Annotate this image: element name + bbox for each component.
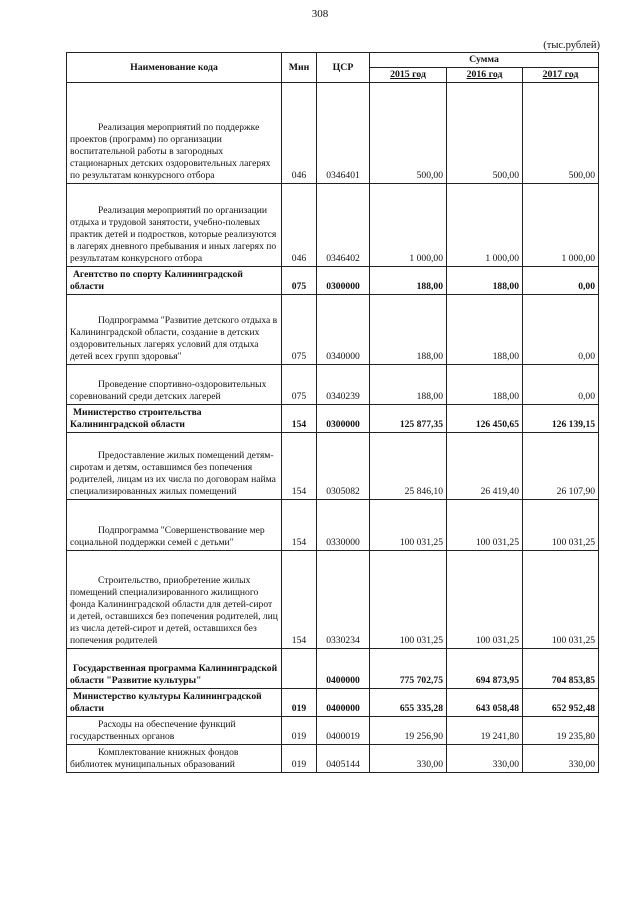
row-csr: 0340000 (317, 295, 370, 365)
row-value-2016: 126 450,65 (447, 405, 523, 433)
row-value-2015: 25 846,10 (370, 433, 447, 500)
header-csr: ЦСР (317, 53, 370, 83)
table-row (67, 500, 599, 551)
row-value-2015: 1 000,00 (370, 184, 447, 267)
row-value-2015: 188,00 (370, 365, 447, 405)
row-value-2017: 19 235,80 (523, 717, 599, 745)
row-name: Государственная программа Калининградской области "Развитие культуры" (67, 649, 282, 689)
table-row (67, 433, 599, 500)
row-name: Проведение спортивно-оздоровительных соревнований среди детских лагерей (67, 365, 282, 405)
row-value-2017: 100 031,25 (523, 551, 599, 649)
table-row (67, 405, 599, 433)
row-csr: 0346402 (317, 184, 370, 267)
row-value-2015: 19 256,90 (370, 717, 447, 745)
row-value-2016: 188,00 (447, 295, 523, 365)
row-name: Агентство по спорту Калининградской области (67, 267, 282, 295)
row-value-2016: 694 873,95 (447, 649, 523, 689)
row-value-2017: 652 952,48 (523, 689, 599, 717)
row-value-2016: 100 031,25 (447, 500, 523, 551)
table-row (67, 689, 599, 717)
row-csr: 0305082 (317, 433, 370, 500)
row-name: Подпрограмма "Совершенствование мер социальной поддержки семей с детьми" (67, 500, 282, 551)
row-name: Расходы на обеспечение функций государственных органов (67, 717, 282, 745)
row-csr: 0300000 (317, 267, 370, 295)
row-value-2017: 0,00 (523, 295, 599, 365)
row-min: 019 (282, 689, 317, 717)
row-name: Строительство, приобретение жилых помещений специализированного жилищного фонда Калининградской области для детей-сирот и детей, оставшихся без попечения родителей, лиц из числа детей-сирот и детей, оставшихся без попечения родителей (67, 551, 282, 649)
row-min: 019 (282, 717, 317, 745)
row-value-2017: 704 853,85 (523, 649, 599, 689)
row-value-2017: 500,00 (523, 83, 599, 184)
row-min: 046 (282, 184, 317, 267)
row-min (282, 649, 317, 689)
row-value-2015: 125 877,35 (370, 405, 447, 433)
row-value-2016: 19 241,80 (447, 717, 523, 745)
row-value-2016: 643 058,48 (447, 689, 523, 717)
row-value-2015: 100 031,25 (370, 551, 447, 649)
page-number: 308 (311, 8, 329, 20)
row-value-2015: 775 702,75 (370, 649, 447, 689)
table-row (67, 267, 599, 295)
row-min: 154 (282, 433, 317, 500)
header-min: Мин (282, 53, 317, 83)
table-row (67, 745, 599, 773)
table-row (67, 83, 599, 184)
row-min: 154 (282, 405, 317, 433)
row-csr: 0400000 (317, 689, 370, 717)
row-name: Подпрограмма "Развитие детского отдыха в Калининградской области, создание в детских оздоровительных лагерях условий для отдыха детей всех групп здоровья" (67, 295, 282, 365)
row-name: Реализация мероприятий по организации отдыха и трудовой занятости, учебно-полевых практик детей и подростков, которые реализуются в лагерях дневного пребывания и иных лагерях по результатам конкурсного отбора (67, 184, 282, 267)
row-csr: 0330000 (317, 500, 370, 551)
row-value-2015: 100 031,25 (370, 500, 447, 551)
row-value-2017: 0,00 (523, 365, 599, 405)
row-value-2017: 126 139,15 (523, 405, 599, 433)
row-min: 075 (282, 365, 317, 405)
table-row (67, 717, 599, 745)
row-min: 075 (282, 295, 317, 365)
row-value-2017: 1 000,00 (523, 184, 599, 267)
header-2017: 2017 год (523, 68, 599, 83)
row-value-2016: 1 000,00 (447, 184, 523, 267)
row-csr: 0300000 (317, 405, 370, 433)
row-value-2016: 26 419,40 (447, 433, 523, 500)
row-value-2015: 500,00 (370, 83, 447, 184)
table-row (67, 649, 599, 689)
row-min: 154 (282, 551, 317, 649)
row-value-2015: 188,00 (370, 267, 447, 295)
row-min: 019 (282, 745, 317, 773)
row-name: Министерство культуры Калининградской области (67, 689, 282, 717)
header-row (67, 53, 599, 68)
row-value-2016: 500,00 (447, 83, 523, 184)
row-value-2017: 330,00 (523, 745, 599, 773)
header-name: Наименование кода (67, 53, 282, 83)
row-value-2017: 100 031,25 (523, 500, 599, 551)
row-csr: 0405144 (317, 745, 370, 773)
row-csr: 0340239 (317, 365, 370, 405)
row-min: 075 (282, 267, 317, 295)
row-name: Реализация мероприятий по поддержке проектов (программ) по организации воспитательной работы в загородных стационарных детских оздоровительных лагерях по результатам конкурсного отбора (67, 83, 282, 184)
row-value-2016: 330,00 (447, 745, 523, 773)
header-2016: 2016 год (447, 68, 523, 83)
row-value-2017: 0,00 (523, 267, 599, 295)
table-row (67, 295, 599, 365)
budget-table (66, 52, 599, 773)
row-value-2015: 330,00 (370, 745, 447, 773)
row-name: Предоставление жилых помещений детям-сиротам и детям, оставшимся без попечения родителей, лицам из их числа по договорам найма специализированных жилых помещений (67, 433, 282, 500)
table-row (67, 365, 599, 405)
row-csr: 0330234 (317, 551, 370, 649)
header-2015: 2015 год (370, 68, 447, 83)
row-name: Комплектование книжных фондов библиотек муниципальных образований (67, 745, 282, 773)
row-min: 046 (282, 83, 317, 184)
row-csr: 0400019 (317, 717, 370, 745)
units-label: (тыс.рублей) (543, 40, 600, 51)
row-min: 154 (282, 500, 317, 551)
table-row (67, 551, 599, 649)
row-name: Министерство строительства Калининградской области (67, 405, 282, 433)
row-value-2017: 26 107,90 (523, 433, 599, 500)
row-value-2015: 188,00 (370, 295, 447, 365)
row-value-2015: 655 335,28 (370, 689, 447, 717)
header-sum: Сумма (370, 53, 599, 68)
row-value-2016: 188,00 (447, 267, 523, 295)
row-csr: 0400000 (317, 649, 370, 689)
row-value-2016: 100 031,25 (447, 551, 523, 649)
table-row (67, 184, 599, 267)
row-csr: 0346401 (317, 83, 370, 184)
row-value-2016: 188,00 (447, 365, 523, 405)
